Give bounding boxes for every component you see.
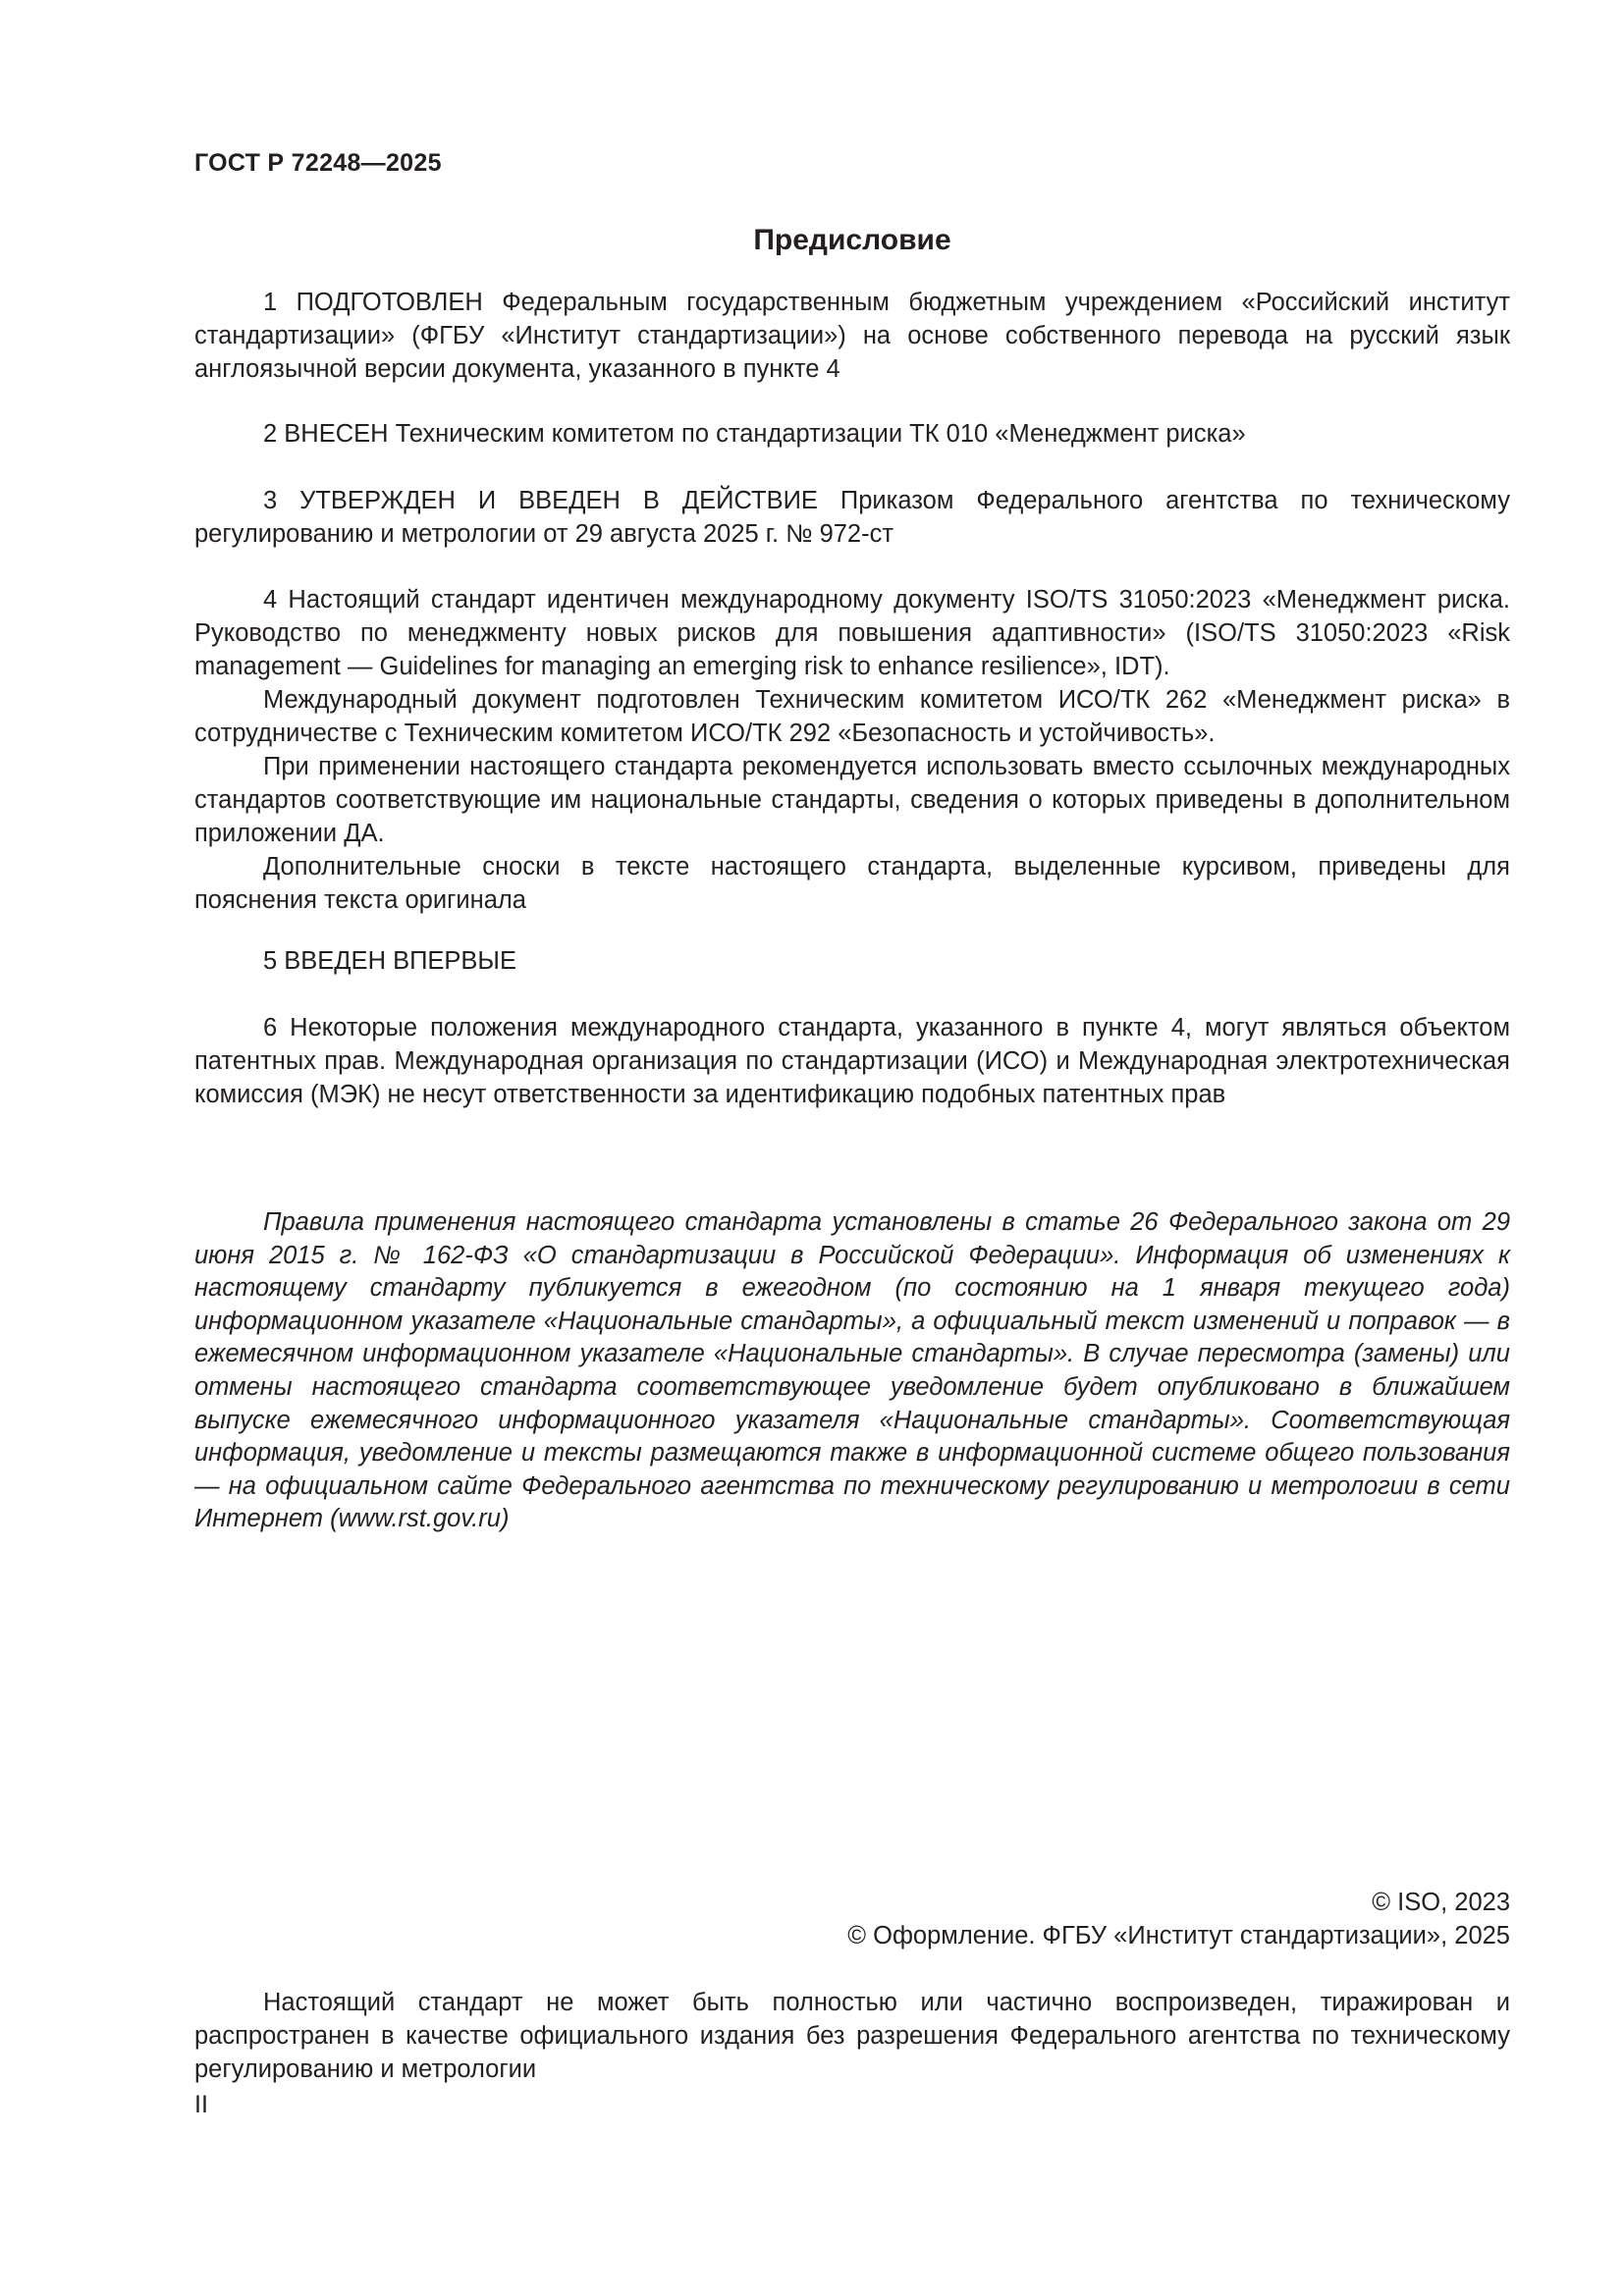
section-2-text: 2 ВНЕСЕН Техническим комитетом по стандартизации ТК 010 «Менеджмент риска» [263, 420, 1246, 448]
section-4-paragraph: 4 Настоящий стандарт идентичен международному документу ISO/TS 31050:2023 «Менеджмент риска. Руководство по менеджменту новых рисков для повышения адаптивности» (ISO/TS 31050:2023 «Risk management — Guidelines for managing an emerging risk to enhance resilience», IDT). [194, 586, 1510, 680]
section-4-paragraph: Международный документ подготовлен Техническим комитетом ИСО/ТК 262 «Менеджмент риска» в сотрудничестве с Техническим комитетом ИСО/ТК 292 «Безопасность и устойчивость». [194, 686, 1510, 747]
reproduction-notice [194, 1986, 1510, 2086]
section-1-text: 1 ПОДГОТОВЛЕН Федеральным государственным бюджетным учреждением «Российский институт стандартизации» (ФГБУ «Институт стандартизации») на основе собственного перевода на русский язык англоязычной версии документа, указанного в пункте 4 [194, 289, 1510, 383]
iso-copyright: © ISO, 2023 [1372, 1889, 1510, 1916]
application-rules-notice [194, 1206, 1510, 1536]
section-4-paragraph: При применении настоящего стандарта рекомендуется использовать вместо ссылочных международных стандартов соответствующие им национальные стандарты, сведения о которых приведены в дополнительном приложении ДА. [194, 753, 1510, 847]
document-id: ГОСТ Р 72248—2025 [194, 149, 442, 177]
section-4 [194, 583, 1510, 917]
design-copyright: © Оформление. ФГБУ «Институт стандартизации», 2025 [847, 1922, 1510, 1949]
section-6 [194, 1011, 1510, 1111]
section-6-text: 6 Некоторые положения международного стандарта, указанного в пункте 4, могут являться объектом патентных прав. Международная организация по стандартизации (ИСО) и Международная электротехническая комиссия (МЭК) не несут ответственности за идентификацию подобных патентных прав [194, 1014, 1510, 1108]
copyright-block [847, 1886, 1510, 1952]
notice-text: Правила применения настоящего стандарта установлены в статье 26 Федерального закона от 29 июня 2015 г. № 162-ФЗ «О стандартизации в Российской Федерации». Информация об изменениях к настоящему стандарту публикуется в ежегодном (по состоянию на 1 января текущего года) информационном указателе «Национальные стандарты», а официальный текст изменений и поправок — в ежемесячном информационном указателе «Национальные стандарты». В случае пересмотра (замены) или отмены настоящего стандарта соответствующее уведомление будет опубликовано в ближайшем выпуске ежемесячного информационного указателя «Национальные стандарты». Соответствующая информация, уведомление и тексты размещаются также в информационной системе общего пользования — на официальном сайте Федерального агентства по техническому регулированию и метрологии в сети Интернет (www.rst.gov.ru) [194, 1208, 1510, 1533]
section-3 [194, 484, 1510, 551]
section-1 [194, 286, 1510, 386]
page-number: II [194, 2091, 208, 2118]
page-title: Предисловие [753, 224, 951, 256]
section-5-text: 5 ВВЕДЕН ВПЕРВЫЕ [263, 947, 517, 975]
section-2 [194, 417, 1510, 451]
section-5 [194, 944, 1510, 978]
section-4-paragraph: Дополнительные сноски в тексте настоящего стандарта, выделенные курсивом, приведены для пояснения текста оригинала [194, 853, 1510, 914]
section-3-text: 3 УТВЕРЖДЕН И ВВЕДЕН В ДЕЙСТВИЕ Приказом Федерального агентства по техническому регулированию и метрологии от 29 августа 2025 г. № 972-ст [194, 487, 1510, 548]
reproduction-notice-text: Настоящий стандарт не может быть полностью или частично воспроизведен, тиражирован и распространен в качестве официального издания без разрешения Федерального агентства по техническому регулированию и метрологии [194, 1989, 1510, 2083]
